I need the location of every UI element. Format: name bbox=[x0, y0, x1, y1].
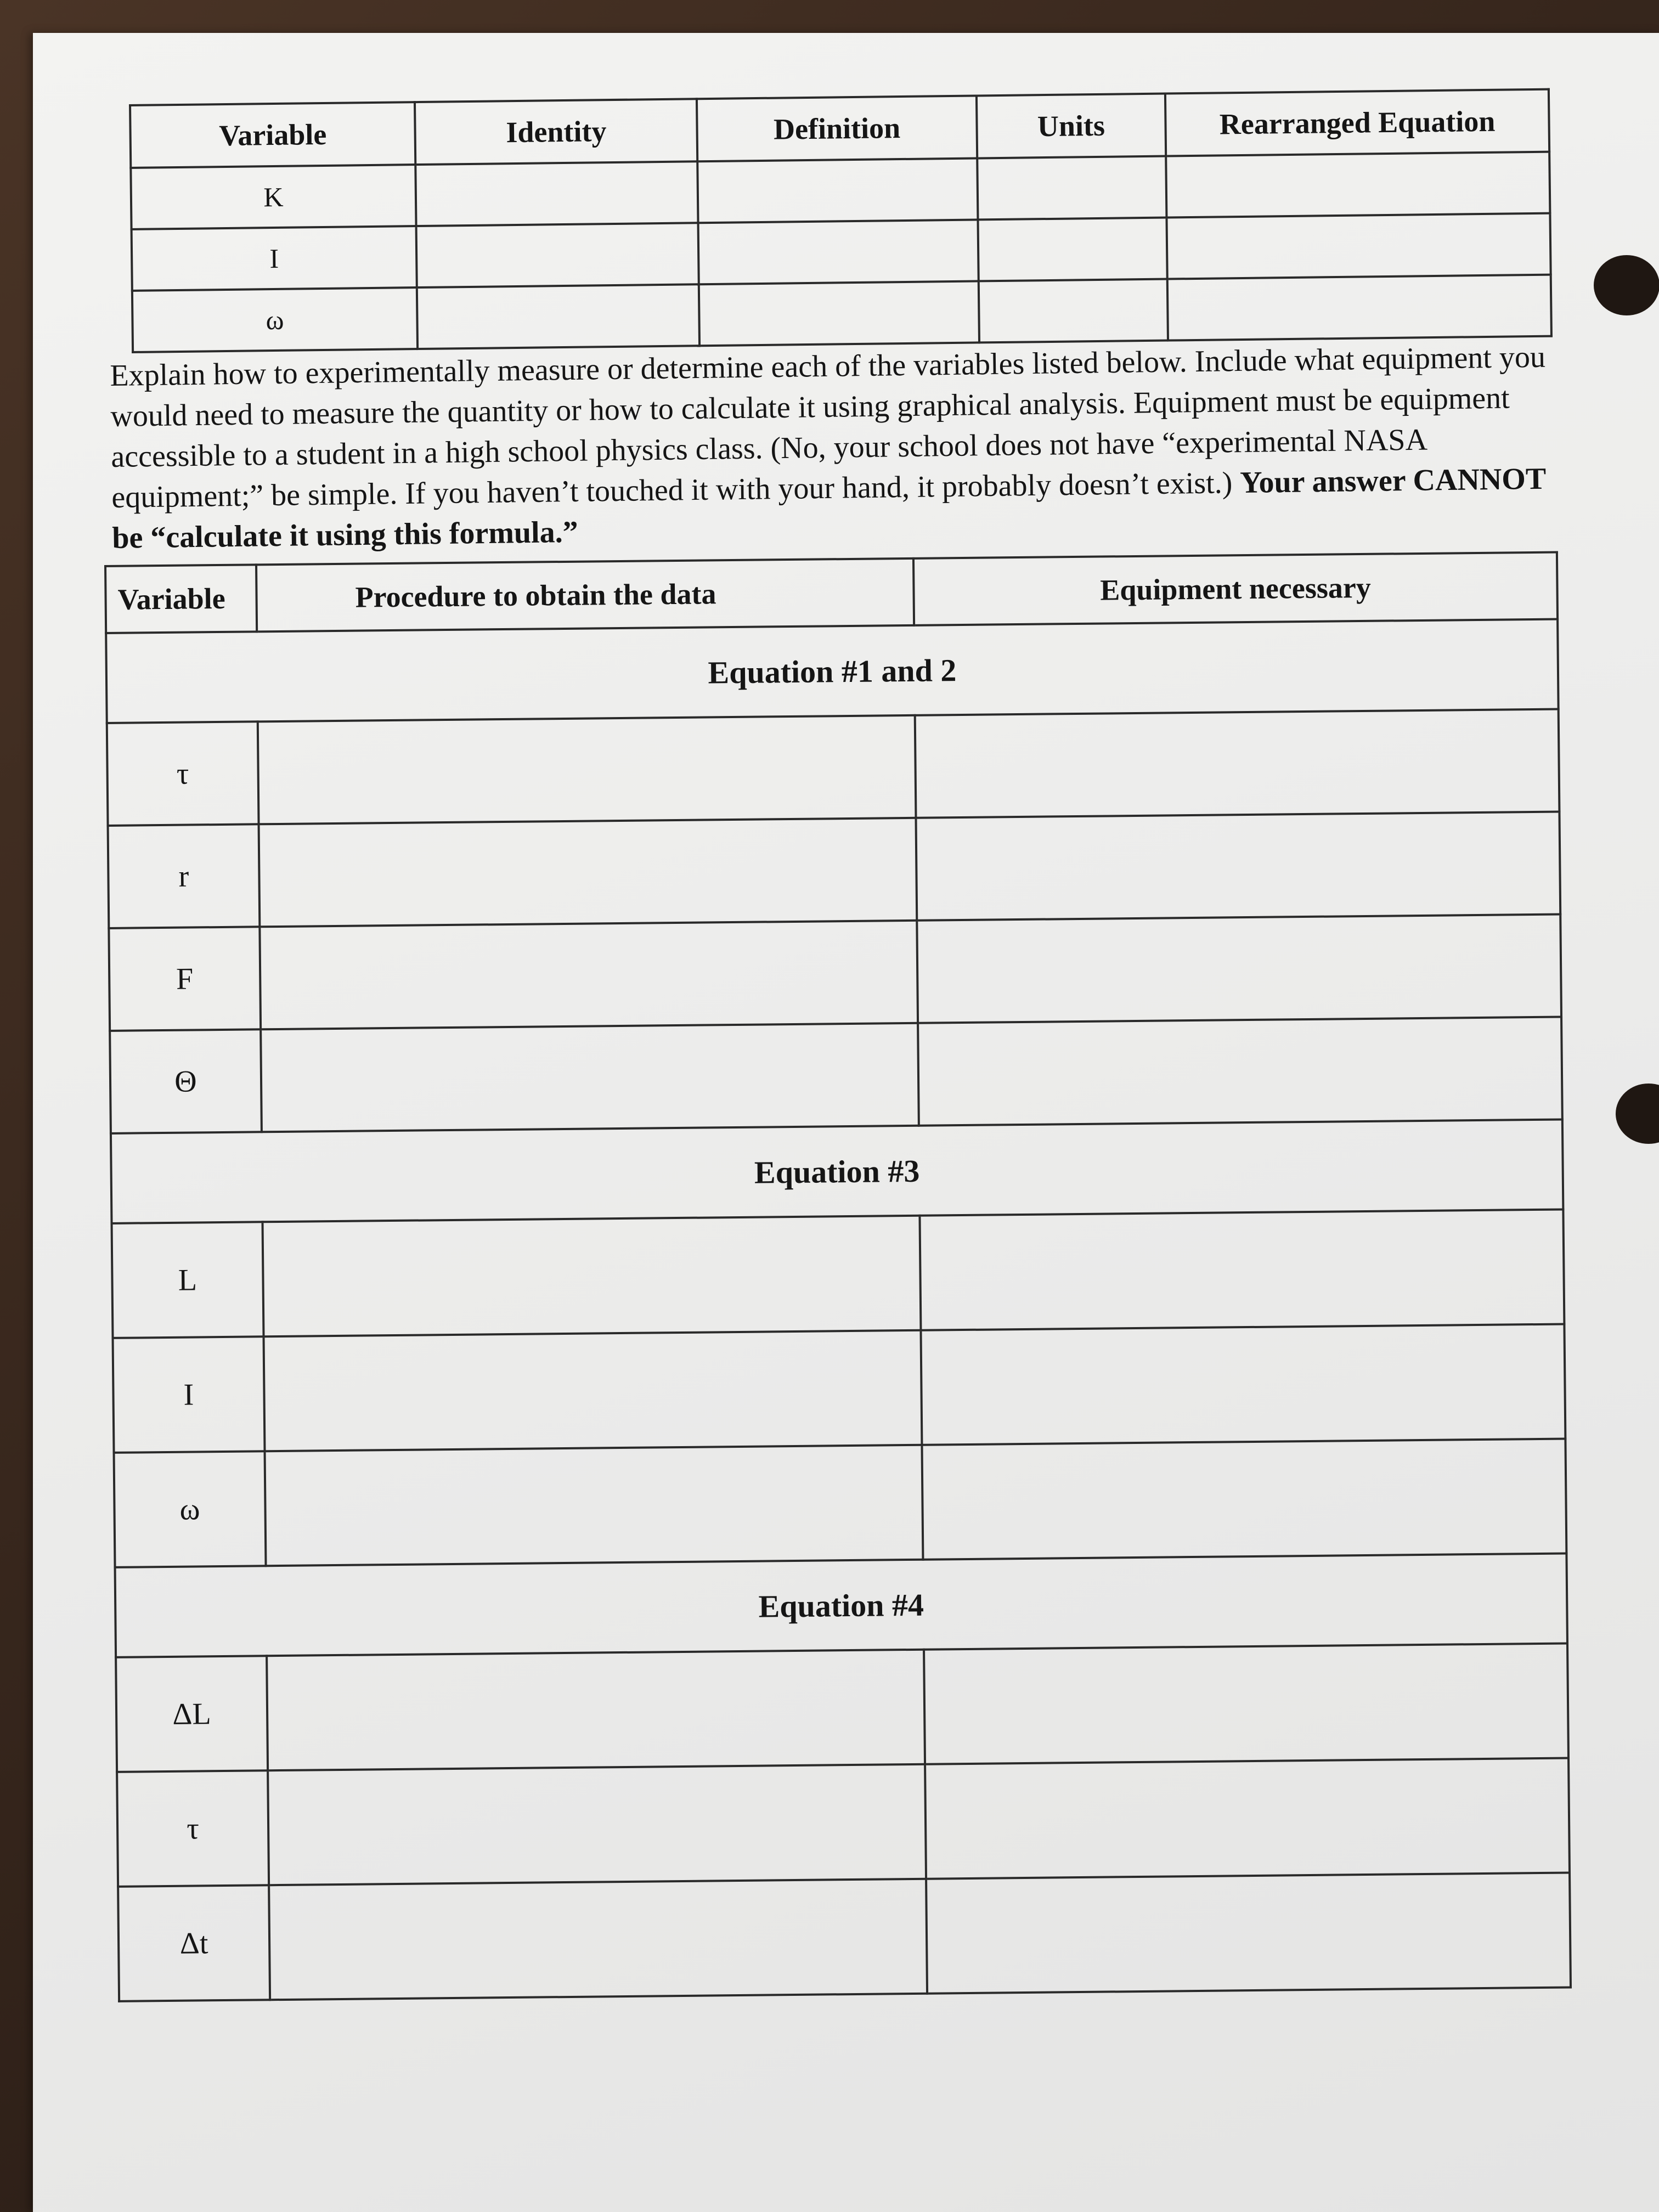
procedure-cell[interactable] bbox=[258, 818, 917, 927]
section-title: Equation #4 bbox=[115, 1553, 1567, 1657]
instructions-paragraph bbox=[110, 337, 1550, 558]
instructions-emphasis: Your answer CANNOT be “calculate it using this formula.” bbox=[111, 461, 1546, 555]
section-row bbox=[111, 1120, 1563, 1223]
rearranged-cell[interactable] bbox=[1167, 213, 1551, 279]
punch-hole bbox=[1594, 255, 1659, 315]
definition-cell[interactable] bbox=[698, 158, 978, 223]
header-procedure: Procedure to obtain the data bbox=[256, 558, 914, 631]
procedure-cell[interactable] bbox=[264, 1445, 923, 1566]
variable-cell: K bbox=[131, 165, 416, 229]
header-units: Units bbox=[977, 94, 1166, 159]
equipment-cell[interactable] bbox=[921, 1324, 1566, 1445]
table-row bbox=[107, 709, 1560, 826]
equipment-cell[interactable] bbox=[916, 812, 1561, 921]
header-rearranged-equation: Rearranged Equation bbox=[1165, 89, 1549, 156]
identity-cell[interactable] bbox=[415, 161, 698, 226]
variable-cell: Δt bbox=[118, 1885, 270, 2001]
table-row bbox=[112, 1210, 1565, 1338]
table-row bbox=[118, 1872, 1571, 2001]
equipment-cell[interactable] bbox=[917, 915, 1561, 1023]
variable-cell: ω bbox=[114, 1451, 266, 1567]
table-row bbox=[108, 812, 1561, 928]
rearranged-cell[interactable] bbox=[1167, 275, 1551, 341]
section-title: Equation #1 and 2 bbox=[106, 619, 1558, 723]
definitions-table bbox=[129, 88, 1553, 353]
units-cell[interactable] bbox=[978, 279, 1168, 343]
table-row bbox=[113, 1324, 1566, 1453]
procedure-cell[interactable] bbox=[258, 715, 916, 824]
procedure-table bbox=[104, 551, 1572, 2002]
variable-cell: ω bbox=[132, 287, 417, 352]
equipment-cell[interactable] bbox=[926, 1872, 1571, 1993]
procedure-cell[interactable] bbox=[267, 1650, 925, 1770]
table-row bbox=[116, 1643, 1568, 1771]
variable-cell: τ bbox=[107, 721, 259, 826]
section-row bbox=[115, 1553, 1567, 1657]
procedure-cell[interactable] bbox=[261, 1023, 919, 1132]
procedure-cell[interactable] bbox=[263, 1330, 922, 1451]
procedure-cell[interactable] bbox=[262, 1216, 921, 1336]
equipment-cell[interactable] bbox=[918, 1017, 1562, 1126]
units-cell[interactable] bbox=[977, 156, 1167, 220]
identity-cell[interactable] bbox=[416, 223, 699, 287]
units-cell[interactable] bbox=[978, 218, 1167, 281]
variable-cell: I bbox=[113, 1336, 265, 1453]
equipment-cell[interactable] bbox=[925, 1758, 1570, 1878]
equipment-cell[interactable] bbox=[920, 1210, 1565, 1330]
punch-hole bbox=[1616, 1084, 1659, 1144]
procedure-cell[interactable] bbox=[269, 1879, 927, 2000]
equipment-cell[interactable] bbox=[915, 709, 1560, 818]
equipment-cell[interactable] bbox=[922, 1439, 1567, 1560]
variable-cell: Θ bbox=[110, 1029, 262, 1133]
definition-cell[interactable] bbox=[699, 281, 979, 346]
variable-cell: L bbox=[112, 1222, 264, 1338]
table-row bbox=[117, 1758, 1570, 1886]
header-variable: Variable bbox=[130, 102, 415, 168]
variable-cell: F bbox=[109, 927, 261, 1031]
variable-cell: r bbox=[108, 824, 260, 928]
section-title: Equation #3 bbox=[111, 1120, 1563, 1223]
header-identity: Identity bbox=[415, 99, 697, 165]
header-definition: Definition bbox=[697, 95, 977, 161]
header-equipment: Equipment necessary bbox=[913, 552, 1558, 625]
table-row bbox=[114, 1439, 1567, 1567]
procedure-cell[interactable] bbox=[268, 1764, 926, 1885]
variable-cell: I bbox=[132, 226, 417, 291]
equipment-cell[interactable] bbox=[924, 1643, 1568, 1764]
instructions-text: Explain how to experimentally measure or determine each of the variables listed below. Include what equipment you would need to measure the quantity or how to calculate it using graphical analysis. Equipment must be equipment accessible to a student in a high school physics class. (No, your school does not have “experimental NASA equipment;” be simple. If you haven’t touched it with your hand, it probably doesn’t exist.) bbox=[110, 340, 1546, 515]
header-variable: Variable bbox=[105, 565, 257, 633]
variable-cell: τ bbox=[117, 1770, 269, 1887]
section-row bbox=[106, 619, 1558, 723]
definition-cell[interactable] bbox=[698, 219, 979, 284]
procedure-cell[interactable] bbox=[259, 921, 918, 1029]
table-row bbox=[109, 915, 1561, 1031]
identity-cell[interactable] bbox=[417, 284, 699, 349]
rearranged-cell[interactable] bbox=[1166, 152, 1550, 218]
table-row bbox=[110, 1017, 1562, 1133]
variable-cell: ΔL bbox=[116, 1656, 268, 1772]
